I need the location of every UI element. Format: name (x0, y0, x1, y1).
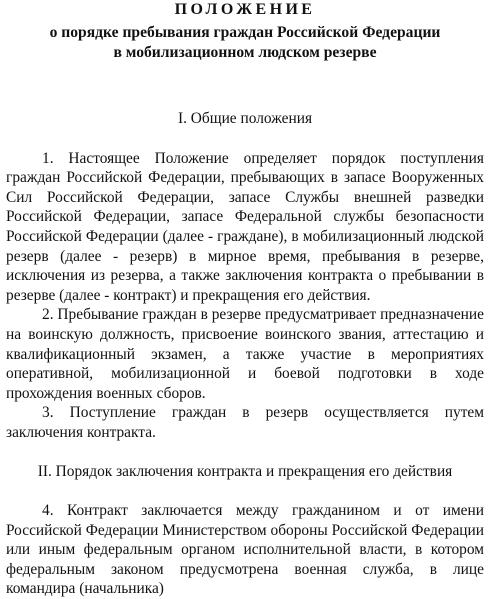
paragraph-3: 3. Поступление граждан в резерв осуществляется путем заключения контракта. (6, 404, 484, 441)
document-subtitle (6, 23, 484, 63)
subtitle-line-2: в мобилизационном людском резерве (113, 44, 377, 61)
document-title: ПОЛОЖЕНИЕ (174, 1, 316, 18)
paragraph-2: 2. Пребывание граждан в резерве предусматривает предназначение на воинскую должность, присвоение воинского звания, аттестацию и квалификационный экзамен, а также участие в мероприятиях оперативной, мобилизационной и боевой подготовки в ходе прохождения военных сборов. (6, 306, 484, 402)
paragraph-1: 1. Настоящее Положение определяет порядок поступления граждан Российской Федерации, пребывающих в запасе Вооруженных Сил Российской Федерации, запасе Службы внешней разведки Российской Федерации, запасе Федеральной службы безопасности Российской Федерации (далее - граждане), в мобилизационный людской резерв (далее - резерв) в мирное время, пребывания в резерве, исключения из резерва, а также заключения контракта о пребывании в резерве (далее - контракт) и прекращения его действия. (6, 149, 484, 304)
paragraph-4: 4. Контракт заключается между гражданином и от имени Российской Федерации Министерством обороны Российской Федерации или иным федеральным органом исполнительной власти, в котором федеральным законом предусмотрена военная служба, в лице командира (начальника) (6, 502, 484, 598)
subtitle-line-1: о порядке пребывания граждан Российской Федерации (49, 24, 441, 41)
section-heading-contract: II. Порядок заключения контракта и прекращения его действия (37, 462, 453, 480)
section-heading-general: I. Общие положения (177, 110, 313, 127)
